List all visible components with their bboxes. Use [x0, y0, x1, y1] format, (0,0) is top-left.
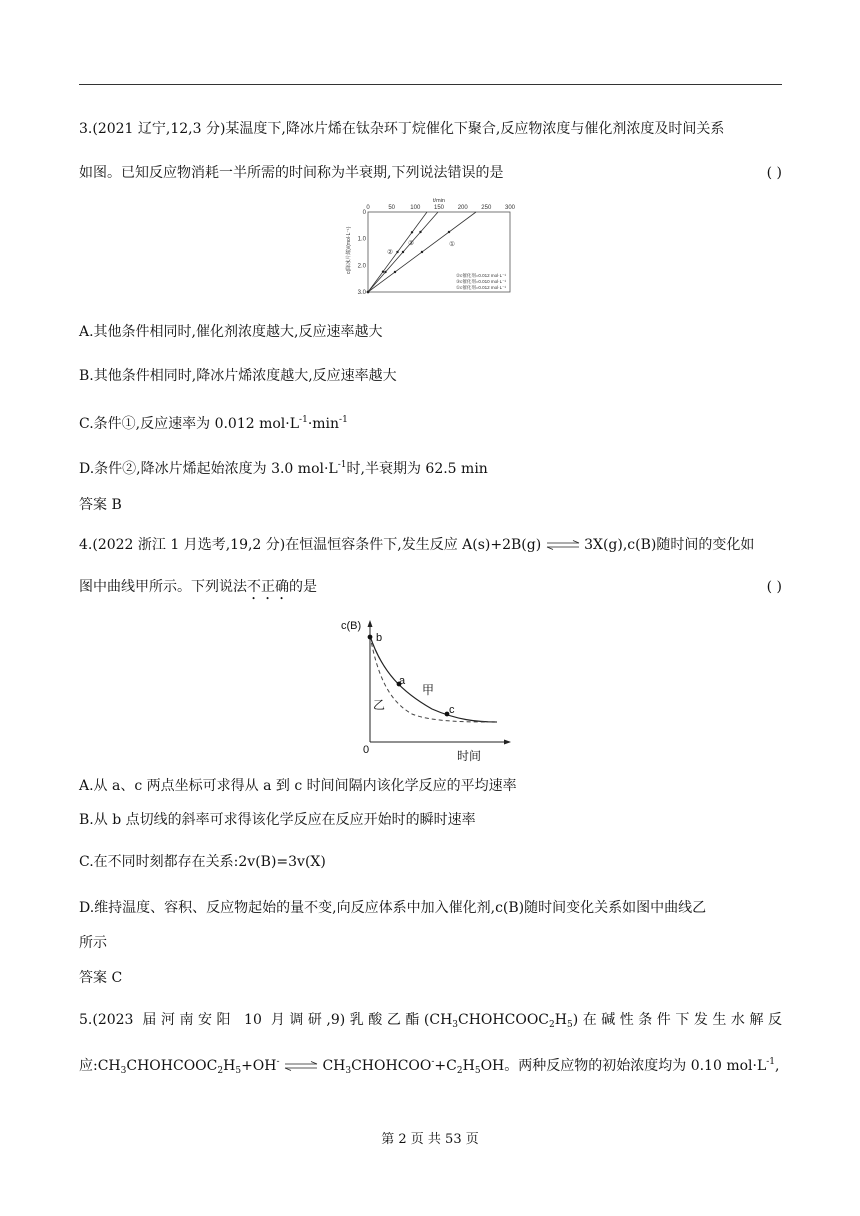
answer-blank: ( ) [766, 165, 782, 181]
x-tick: 50 [388, 205, 396, 211]
x-tick: 200 [457, 205, 468, 211]
curve-label: ① [449, 241, 455, 248]
y-tick: 0 [362, 210, 366, 216]
legend-item: ①c催化剂=0.012 mol·L⁻¹ [456, 285, 507, 290]
q5-stem-line2: 应$:CH_3CHOHCOOC_2H_5+OH^-$ $CH_3CHOHCOO^-+C_2H_5OH$。两种反应物的初始浓度均为 0.10 $mol\cdot L^{-1}$, [79, 1057, 780, 1076]
q4-option-b: B.从 b 点切线的斜率可求得该化学反应在反应开始时的瞬时速率 [79, 812, 476, 828]
y-tick: 2.0 [357, 263, 366, 270]
q3-figure [338, 196, 518, 300]
curve-label: ② [387, 249, 393, 256]
q4-figure [337, 612, 517, 768]
point-b [368, 635, 373, 640]
answer-blank: ( ) [766, 579, 782, 595]
q3-stem-line2: 如图。已知反应物消耗一半所需的时间称为半衰期,下列说法错误的是 ( ) [79, 165, 782, 181]
x-axis-label: t/min [433, 198, 445, 204]
y-axis-label: c(降冰片烯)/(mol·L⁻¹) [346, 226, 352, 274]
equilibrium-arrow-icon [284, 1061, 318, 1071]
y-tick: 1.0 [357, 236, 366, 243]
q3-option-d: D.条件②,降冰片烯起始浓度为 3.0 $mol\cdot L^{-1}$时,半衰期为 62.5 min [79, 460, 488, 477]
point-c-label: c [449, 704, 455, 716]
curve-jia-label: 甲 [422, 683, 435, 697]
header-rule [79, 84, 782, 85]
q3-answer: 答案 B [79, 497, 122, 513]
x-tick: 150 [433, 205, 445, 211]
curve-jia [370, 636, 497, 722]
q4-option-d-line1: D.维持温度、容积、反应物起始的量不变,向反应体系中加入催化剂,c(B)随时间变化关系如图中曲线乙 [79, 900, 707, 916]
curve-yi-label: 乙 [373, 698, 386, 712]
x-tick: 0 [366, 205, 370, 211]
x-tick: 300 [504, 205, 516, 211]
q4-option-d-line2: 所示 [79, 935, 107, 951]
legend-item: ③c催化剂=0.010 mol·L⁻¹ [456, 279, 507, 284]
point-a-label: a [399, 675, 406, 687]
q3-option-b: B.其他条件相同时,降冰片烯浓度越大,反应速率越大 [79, 368, 397, 384]
y-tick: 3.0 [357, 290, 366, 296]
x-tick: 100 [410, 205, 421, 211]
q4-stem-line1: 4.(2022 浙江 1 月选考,19,2 分)在恒温恒容条件下,发生反应 A(s)+2B(g) 3X(g),c(B)随时间的变化如 [79, 537, 755, 553]
equilibrium-arrow-icon [546, 540, 580, 550]
q3-option-c: C.条件①,反应速率为 0.012 $mol\cdot L^{-1}\cdot\min^{-1}$ [79, 415, 348, 432]
q4-stem-line2: 图中曲线甲所示。下列说法不正确的是 ( ) [79, 579, 782, 595]
curve-label: ③ [408, 240, 414, 247]
y-axis-label: c(B) [341, 620, 362, 632]
x-axis-label: 时间 [457, 749, 482, 763]
q5-stem-line1: 5.(2023 届河南安阳 10 月调研,9)乳酸乙酯$(CH_3CHOHCOOC_2H_5)$在碱性条件下发生水解反 [79, 1012, 782, 1030]
page-footer: 第 2 页 共 53 页 [381, 1132, 479, 1147]
legend-item: ②c催化剂=0.012 mol·L⁻¹ [456, 273, 507, 278]
q4-option-a: A.从 a、c 两点坐标可求得从 a 到 c 时间间隔内该化学反应的平均速率 [79, 778, 517, 794]
origin-label: 0 [363, 744, 370, 756]
q3-option-a: A.其他条件相同时,催化剂浓度越大,反应速率越大 [79, 324, 383, 340]
q3-stem-line1: 3.(2021 辽宁,12,3 分)某温度下,降冰片烯在钛杂环丁烷催化下聚合,反应物浓度与催化剂浓度及时间关系 [79, 121, 725, 137]
q4-answer: 答案 C [79, 970, 123, 986]
q4-option-c: C.在不同时刻都存在关系:2v(B)=3v(X) [79, 854, 326, 870]
x-tick: 250 [481, 205, 492, 211]
point-b-label: b [376, 632, 383, 644]
